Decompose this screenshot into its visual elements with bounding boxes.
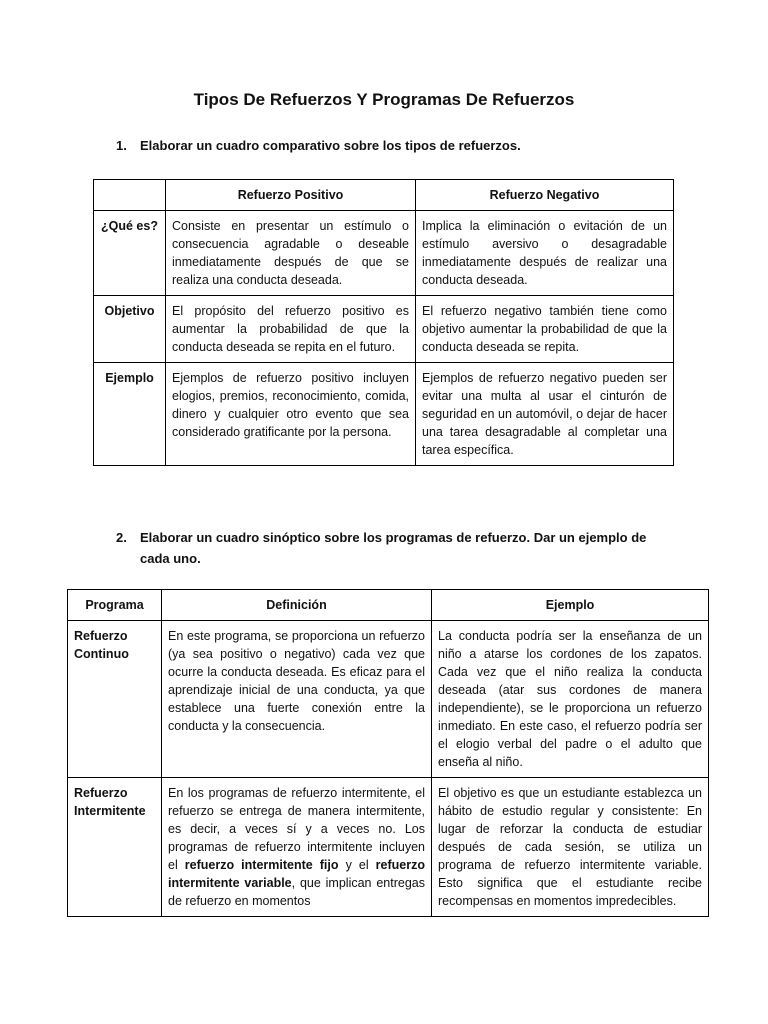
question-2-text: Elaborar un cuadro sinóptico sobre los programas de refuerzo. Dar un ejemplo de cada uno. [140, 530, 647, 566]
cell-ejemplo: La conducta podría ser la enseñanza de un niño a atarse los cordones de los zapatos. Cada vez que el niño realiza la conducta deseada (atar sus cordones de manera independiente), se le proporciona un refuerzo inmediato. En este caso, el refuerzo podría ser el elogio verbal del padre o el adulto que enseña al niño. [432, 621, 709, 778]
row-programa: Refuerzo Intermitente [68, 778, 162, 917]
question-1-text: Elaborar un cuadro comparativo sobre los tipos de refuerzos. [140, 138, 521, 153]
header-definicion: Definición [162, 590, 432, 621]
header-programa: Programa [68, 590, 162, 621]
header-refuerzo-negativo: Refuerzo Negativo [416, 180, 674, 211]
synoptic-table [67, 589, 709, 917]
cell-positivo: Ejemplos de refuerzo positivo incluyen elogios, premios, reconocimiento, comida, dinero y cualquier otro evento que sea considerado gratificante por la persona. [166, 363, 416, 466]
definicion-part: y el [338, 858, 376, 872]
definicion-part: En los programas de refuerzo intermitente, el refuerzo se entrega de manera intermitente, es decir, a veces sí y a veces no. Los programas de refuerzo intermitente incluyen el [168, 786, 425, 872]
row-programa: Refuerzo Continuo [68, 621, 162, 778]
cell-negativo: El refuerzo negativo también tiene como objetivo aumentar la probabilidad de que la conducta deseada se repita. [416, 296, 674, 363]
cell-negativo: Ejemplos de refuerzo negativo pueden ser evitar una multa al usar el cinturón de seguridad en un automóvil, o dejar de hacer una tarea desagradable al completar una tarea específica. [416, 363, 674, 466]
definicion-part: , que implican entregas de refuerzo en momentos [168, 876, 425, 908]
row-label: Objetivo [94, 296, 166, 363]
cell-positivo: El propósito del refuerzo positivo es aumentar la probabilidad de que la conducta deseada se repita en el futuro. [166, 296, 416, 363]
row-label: Ejemplo [94, 363, 166, 466]
definicion-bold: refuerzo intermitente fijo [184, 858, 339, 872]
cell-definicion [162, 778, 432, 917]
definicion-text [168, 784, 425, 910]
table-row [68, 778, 709, 917]
row-label: ¿Qué es? [94, 211, 166, 296]
question-2-number: 2. [116, 530, 127, 545]
table-row [94, 296, 674, 363]
table-header-row [68, 590, 709, 621]
cell-ejemplo: El objetivo es que un estudiante establezca un hábito de estudio regular y consistente: En lugar de reforzar la conducta de estudiar después de cada sesión, se utiliza un programa de refuerzo intermitente variable. Esto significa que el estudiante recibe recompensas en momentos impredecibles. [432, 778, 709, 917]
comparison-table [93, 179, 674, 466]
cell-negativo: Implica la eliminación o evitación de un estímulo aversivo o desagradable inmediatamente después de realizar una conducta deseada. [416, 211, 674, 296]
table-row [94, 363, 674, 466]
question-1-number: 1. [116, 138, 127, 153]
cell-positivo: Consiste en presentar un estímulo o consecuencia agradable o deseable inmediatamente después de que se realiza una conducta deseada. [166, 211, 416, 296]
header-ejemplo: Ejemplo [432, 590, 709, 621]
cell-definicion: En este programa, se proporciona un refuerzo (ya sea positivo o negativo) cada vez que ocurre la conducta deseada. Es eficaz para el aprendizaje inicial de una conducta, ya que establece una fuerte conexión entre la conducta y la consecuencia. [162, 621, 432, 778]
header-empty [94, 180, 166, 211]
table-row [68, 621, 709, 778]
table-row [94, 211, 674, 296]
header-refuerzo-positivo: Refuerzo Positivo [166, 180, 416, 211]
table-header-row [94, 180, 674, 211]
page-title: Tipos De Refuerzos Y Programas De Refuerzos [193, 90, 575, 109]
definicion-bold: refuerzo intermitente variable [168, 858, 425, 890]
